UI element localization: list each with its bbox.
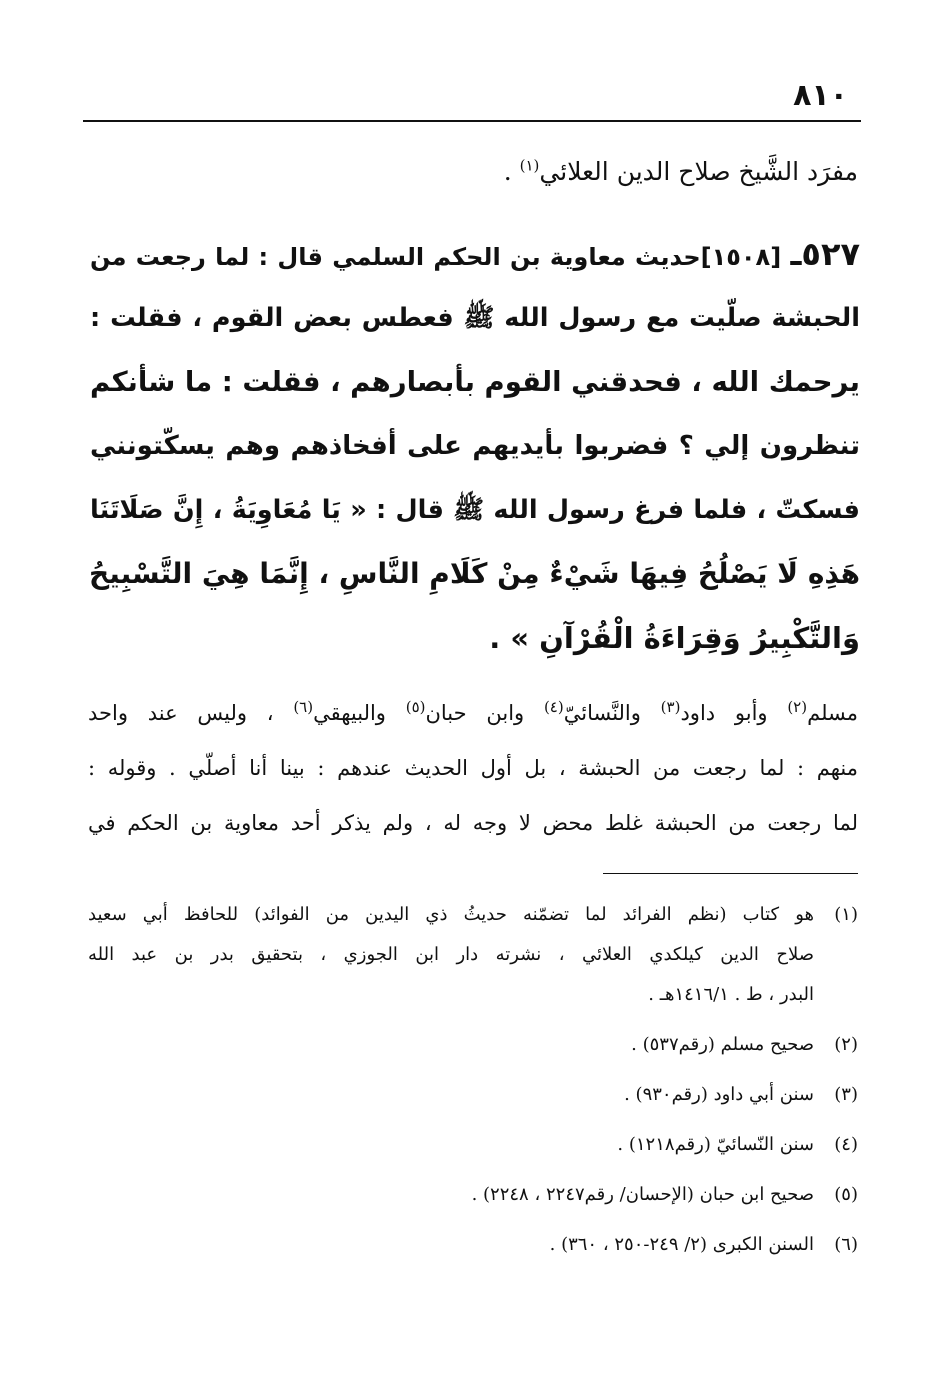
hadith-line-2: الحبشة صلّيت مع رسول الله ﷺ فعطس بعض القوم ، فقلت :: [90, 303, 860, 333]
footnote-number: (٤): [834, 1134, 858, 1155]
intro-end: .: [503, 157, 520, 186]
hadith-text: حديث معاوية بن الحكم السلمي قال : لما رجعت من: [90, 243, 701, 271]
source-muslim: مسلم: [807, 701, 859, 725]
hadith-line-5: فسكتّ ، فلما فرغ رسول الله ﷺ قال : « يَا مُعَاوِيَةُ ، إِنَّ صَلَاتَنَا: [90, 495, 860, 525]
footnote-body: [88, 1075, 814, 1115]
footnote-line: صحيح مسلم (رقم٥٣٧) .: [631, 1034, 814, 1055]
footnote-body: [88, 895, 814, 1015]
footnote-ref-3: (٣): [660, 698, 681, 716]
source-abu-dawud: وأبو داود: [680, 701, 788, 725]
source-ibn-hibban: وابن حبان: [425, 701, 544, 725]
hadith-number: ٥٢٧ـ: [790, 235, 860, 273]
header-rule: [83, 120, 861, 122]
footnote-ref-1: (١): [519, 156, 540, 175]
intro-line: [88, 145, 858, 199]
footnote-body: [88, 1175, 814, 1215]
commentary-line-2: منهم : لما رجعت من الحبشة ، بل أول الحديث عندهم : بينا أنا أصلّي . وقوله :: [88, 756, 858, 780]
hadith-line-3: يرحمك الله ، فحدقني القوم بأبصارهم ، فقلت : ما شأنكم: [90, 366, 860, 398]
hadith-line-7: وَالتَّكْبِيرُ وَقِرَاءَةُ الْقُرْآنِ » .: [489, 621, 860, 655]
hadith-cross-ref: [١٥٠٨]: [700, 243, 782, 271]
hadith-line-4: تنظرون إلي ؟ فضربوا بأيديهم على أفخاذهم وهم يسكّتونني: [90, 431, 860, 461]
hadith-line-6: هَذِهِ لَا يَصْلُحُ فِيهَا شَيْءٌ مِنْ كَلَامِ النَّاسِ ، إِنَّمَا هِيَ التَّسْبِيحُ: [89, 557, 860, 590]
footnotes: [88, 895, 858, 1275]
source-bayhaqi: والبيهقي: [313, 701, 406, 725]
footnote-line: السنن الكبرى (٢/ ٢٤٩-٢٥٠ ، ٣٦٠) .: [549, 1234, 814, 1255]
footnote-ref-5: (٥): [405, 698, 426, 716]
footnote-line: سنن النّسائيّ (رقم١٢١٨) .: [617, 1134, 814, 1155]
footnote-line: سنن أبي داود (رقم٩٣٠) .: [624, 1084, 814, 1105]
footnote-1: [88, 895, 858, 1015]
footnote-separator: [603, 873, 858, 874]
footnote-body: [88, 1025, 814, 1065]
footnote-6: [88, 1225, 858, 1265]
footnote-body: [88, 1125, 814, 1165]
footnote-number: (٢): [834, 1034, 858, 1055]
footnote-ref-6: (٦): [293, 698, 314, 716]
intro-text: مفرَد الشَّيخ صلاح الدين العلائي: [539, 157, 858, 186]
footnote-number: (٥): [834, 1184, 858, 1205]
source-nasai: والنَّسائيّ: [563, 701, 661, 725]
hadith-line-1: [90, 222, 860, 286]
footnote-ref-4: (٤): [543, 698, 564, 716]
footnote-number: (٣): [834, 1084, 858, 1105]
footnote-line: البدر ، ط . ١٤١٦/١هـ .: [648, 984, 814, 1005]
commentary-line-1-end: ، وليس عند واحد: [88, 701, 294, 725]
footnote-5: [88, 1175, 858, 1215]
footnote-number: (٦): [834, 1234, 858, 1255]
commentary-line-1: [88, 686, 858, 741]
commentary-line-3: لما رجعت من الحبشة غلط محض لا وجه له ، ولم يذكر أحد معاوية بن الحكم في: [88, 811, 858, 835]
footnote-line: هو كتاب (نظم الفرائد لما تضمّنه حديثُ ذي اليدين من الفوائد) للحافظ أبي سعيد: [88, 904, 814, 925]
footnote-line: صلاح الدين كيلكدي العلائي ، نشرته دار ابن الجوزي ، بتحقيق بدر بن عبد الله: [88, 944, 814, 965]
footnote-number: (١): [834, 904, 858, 925]
footnote-body: [88, 1225, 814, 1265]
footnote-2: [88, 1025, 858, 1065]
footnote-3: [88, 1075, 858, 1115]
footnote-ref-2: (٢): [787, 698, 808, 716]
page-number: ٨١٠: [793, 78, 848, 113]
footnote-4: [88, 1125, 858, 1165]
hadith-block: [90, 222, 860, 670]
footnote-line: صحيح ابن حبان (الإحسان/ رقم٢٢٤٧ ، ٢٢٤٨) .: [471, 1184, 814, 1205]
commentary-block: [88, 686, 858, 851]
